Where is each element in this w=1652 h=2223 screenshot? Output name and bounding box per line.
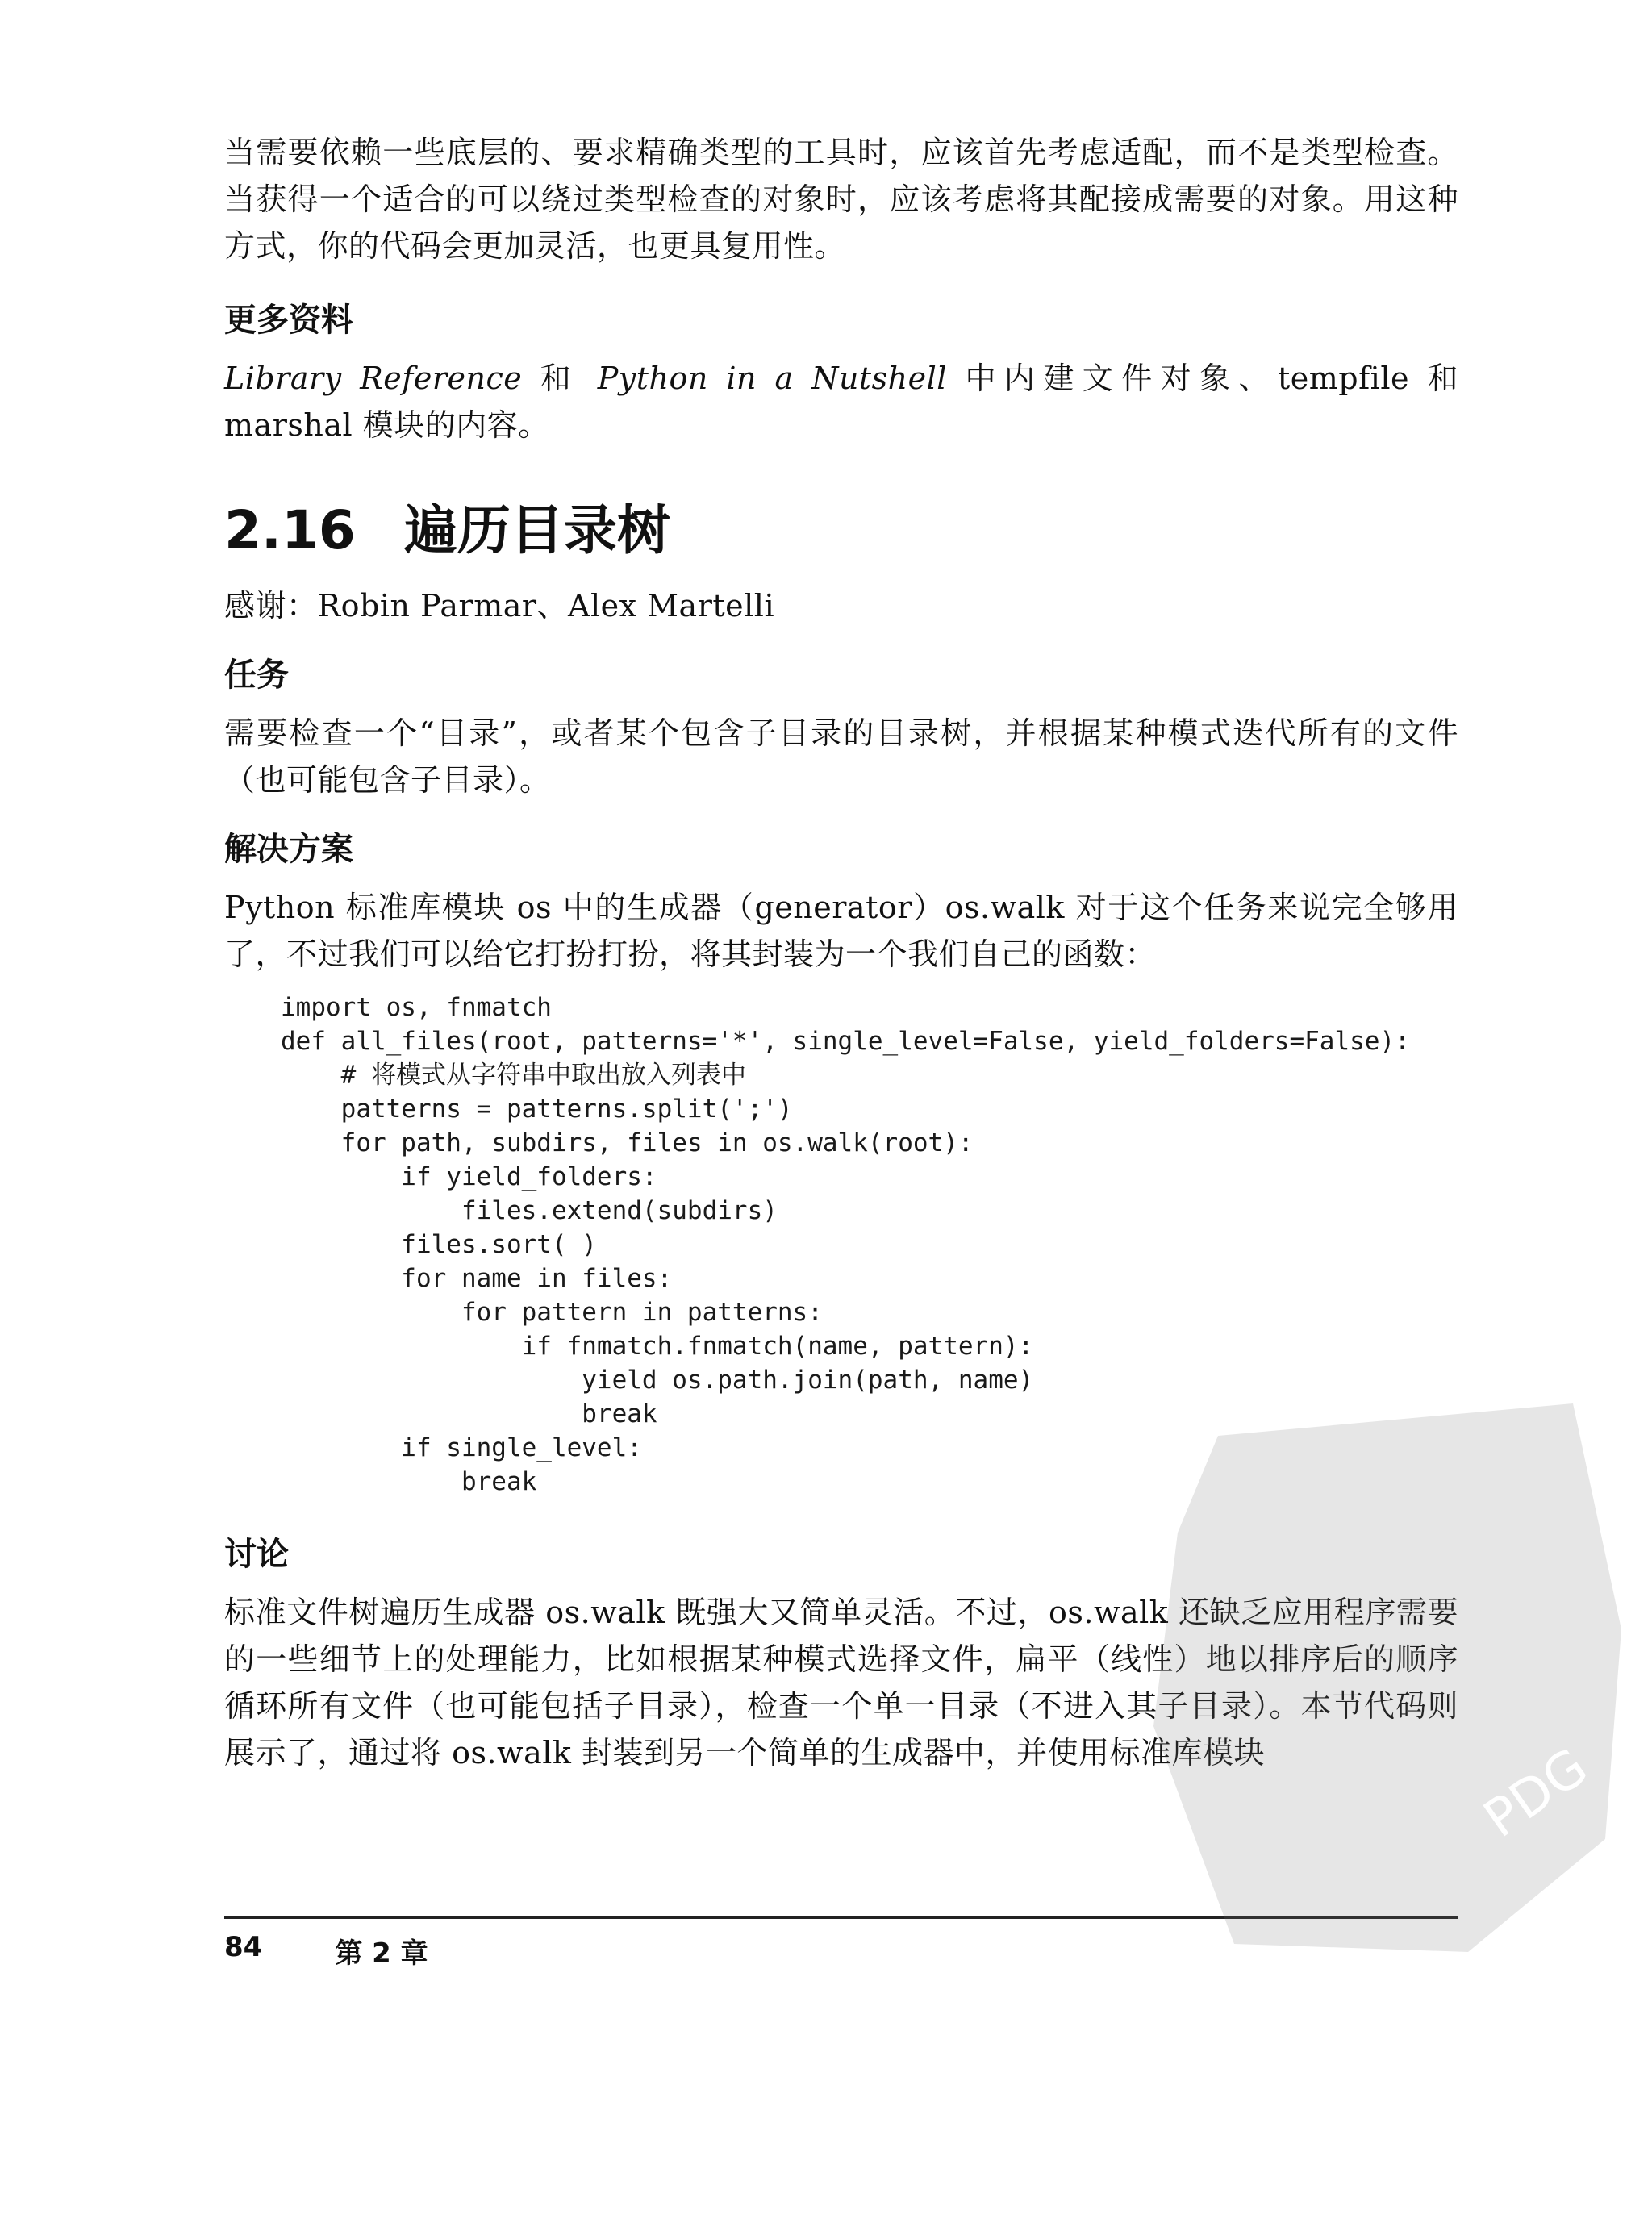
solution-paragraph: Python 标准库模块 os 中的生成器（generator）os.walk 对于这个任务来说完全够用了，不过我们可以给它打扮打扮，将其封装为一个我们自己的函数： <box>224 890 1458 972</box>
section-title: 遍历目录树 <box>403 499 670 561</box>
more-info-rest: 中内建文件对象、tempfile 和 marshal 模块的内容。 <box>224 361 1458 443</box>
credits: 感谢：Robin Parmar、Alex Martelli <box>224 588 775 624</box>
solution-heading: 解决方案 <box>224 831 353 868</box>
discussion-paragraph: 标准文件树遍历生成器 os.walk 既强大又简单灵活。不过，os.walk 还缺乏应用程序需要的一些细节上的处理能力，比如根据某种模式选择文件，扁平（线性）地以排序后的顺序循环所有文件（也可能包括子目录），检查一个单一目录（不进入其子目录）。本节代码则展示了，通过将 os.walk 封装到另一个简单的生成器中，并使用标准库模块 <box>224 1595 1458 1770</box>
code-listing: import os, fnmatch def all_files(root, patterns='*', single_level=False, yield_folders=False): # 将模式从字符串中取出放入列表中 patterns = patterns.split(';') for path, subdirs, files in os.walk(root): if yield_folders: files.extend(subdirs) files.sort( ) for name in files: for pattern in patterns: if fnmatch.fnmatch(name, pattern): yield os.path.join(path, name) break if single_level: break <box>281 993 1410 1496</box>
more-info-heading: 更多资料 <box>224 302 353 339</box>
section-number: 2.16 <box>224 499 356 561</box>
chapter-label: 第 2 章 <box>335 1937 428 1970</box>
task-heading: 任务 <box>224 657 289 694</box>
more-info-and: 和 <box>522 361 598 396</box>
library-reference-title: Library Reference <box>224 361 523 396</box>
watermark-seal-shape <box>1153 1403 1621 1952</box>
page-footer <box>224 1931 428 1971</box>
watermark-text: PDG <box>1473 1737 1599 1850</box>
page-number: 84 <box>224 1931 263 1963</box>
more-info-paragraph <box>224 355 1458 448</box>
discussion-heading: 讨论 <box>224 1536 289 1573</box>
python-nutshell-title: Python in a Nutshell <box>597 361 947 396</box>
intro-paragraph: 当需要依赖一些底层的、要求精确类型的工具时，应该首先考虑适配，而不是类型检查。当获得一个适合的可以绕过类型检查的对象时，应该考虑将其配接成需要的对象。用这种方式，你的代码会更加灵活，也更具复用性。 <box>224 135 1458 264</box>
section-heading <box>224 498 1458 563</box>
watermark-seal-icon <box>1121 1387 1637 1968</box>
task-paragraph: 需要检查一个“目录”，或者某个包含子目录的目录树，并根据某种模式迭代所有的文件（也可能包含子目录）。 <box>224 715 1458 798</box>
